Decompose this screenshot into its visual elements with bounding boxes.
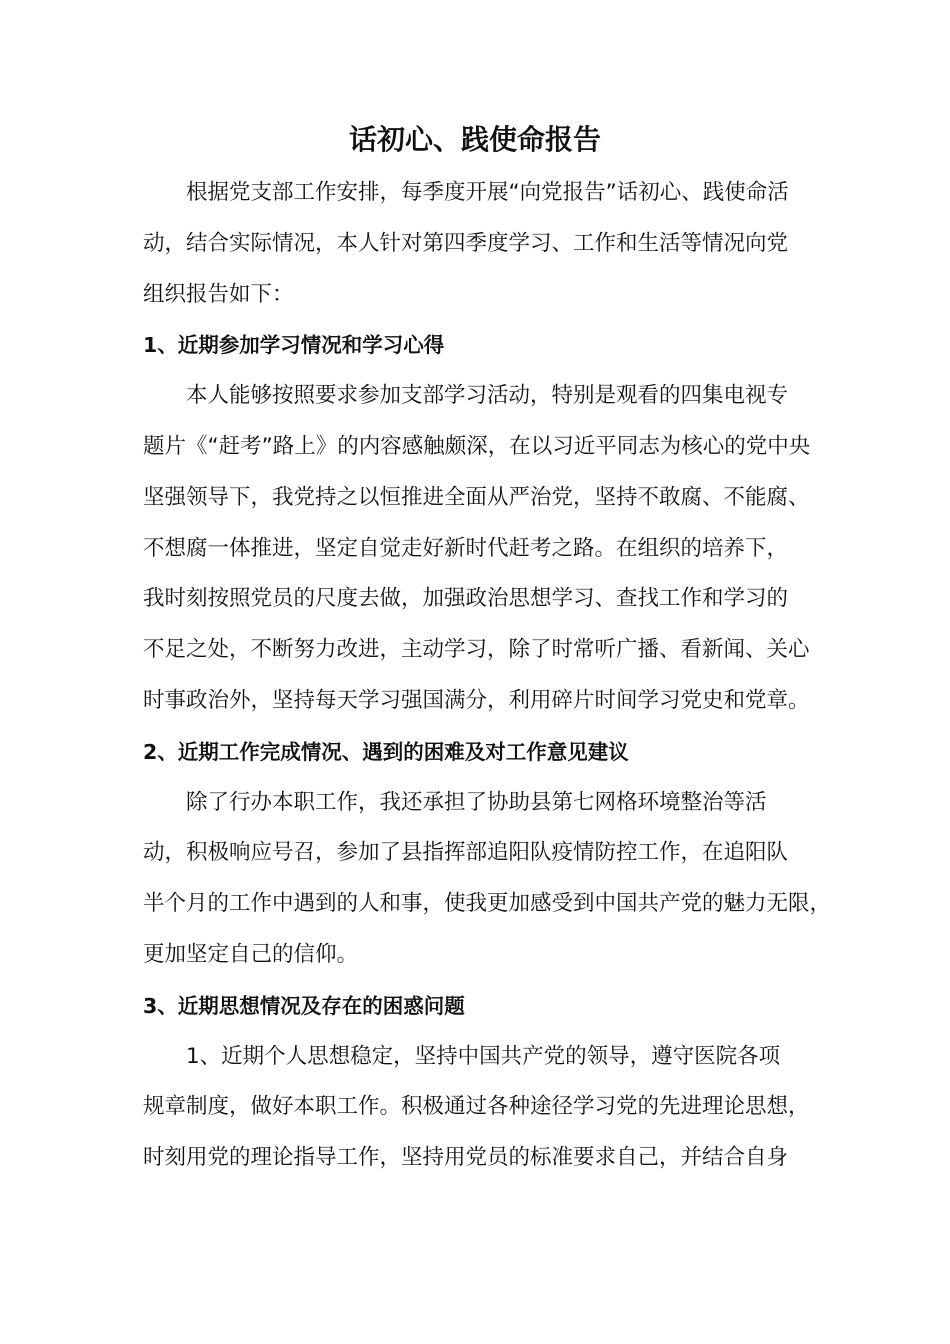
document-body <box>143 168 833 1184</box>
paragraph-line: 时刻用党的理论指导工作，坚持用党员的标准要求自己，并结合自身 <box>143 1145 789 1171</box>
paragraph-line: 本人能够按照要求参加支部学习活动，特别是观看的四集电视专 <box>186 383 789 409</box>
section-heading-study: 1、近期参加学习情况和学习心得 <box>143 333 445 358</box>
paragraph-line: 半个月的工作中遇到的人和事，使我更加感受到中国共产党的魅力无限， <box>143 891 832 917</box>
section-thoughts-paragraph <box>143 1032 833 1184</box>
section-heading-work: 2、近期工作完成情况、遇到的困难及对工作意见建议 <box>143 739 629 764</box>
section-study-paragraph <box>143 371 833 727</box>
paragraph-line: 规章制度，做好本职工作。积极通过各种途径学习党的先进理论思想， <box>143 1094 810 1120</box>
paragraph-line: 时事政治外，坚持每天学习强国满分，利用碎片时间学习党史和党章。 <box>143 687 810 713</box>
section-work-paragraph <box>143 778 833 981</box>
paragraph-line: 动，积极响应号召，参加了县指挥部追阳队疫情防控工作，在追阳队 <box>143 840 789 866</box>
document-title: 话初心、践使命报告 <box>348 123 601 156</box>
intro-paragraph <box>143 168 833 320</box>
paragraph-line: 动，结合实际情况，本人针对第四季度学习、工作和生活等情况向党 <box>143 230 789 256</box>
paragraph-line: 我时刻按照党员的尺度去做，加强政治思想学习、查找工作和学习的 <box>143 586 789 612</box>
section-heading-thoughts: 3、近期思想情况及存在的困惑问题 <box>143 993 465 1018</box>
paragraph-line: 坚强领导下，我党持之以恒推进全面从严治党，坚持不敢腐、不能腐、 <box>143 484 810 510</box>
paragraph-line: 题片《“赶考”路上》的内容感触颇深，在以习近平同志为核心的党中央 <box>143 433 811 459</box>
paragraph-line: 不足之处，不断努力改进，主动学习，除了时常听广播、看新闻、关心 <box>143 637 810 663</box>
paragraph-line: 更加坚定自己的信仰。 <box>143 941 359 967</box>
paragraph-line: 不想腐一体推进，坚定自觉走好新时代赶考之路。在组织的培养下， <box>143 535 789 561</box>
paragraph-line: 除了行办本职工作，我还承担了协助县第七网格环境整治等活 <box>186 789 767 815</box>
paragraph-line: 1、近期个人思想稳定，坚持中国共产党的领导，遵守医院各项 <box>186 1043 781 1069</box>
paragraph-line: 根据党支部工作安排，每季度开展“向党报告”话初心、践使命活 <box>186 180 789 205</box>
paragraph-line: 组织报告如下： <box>143 281 294 307</box>
